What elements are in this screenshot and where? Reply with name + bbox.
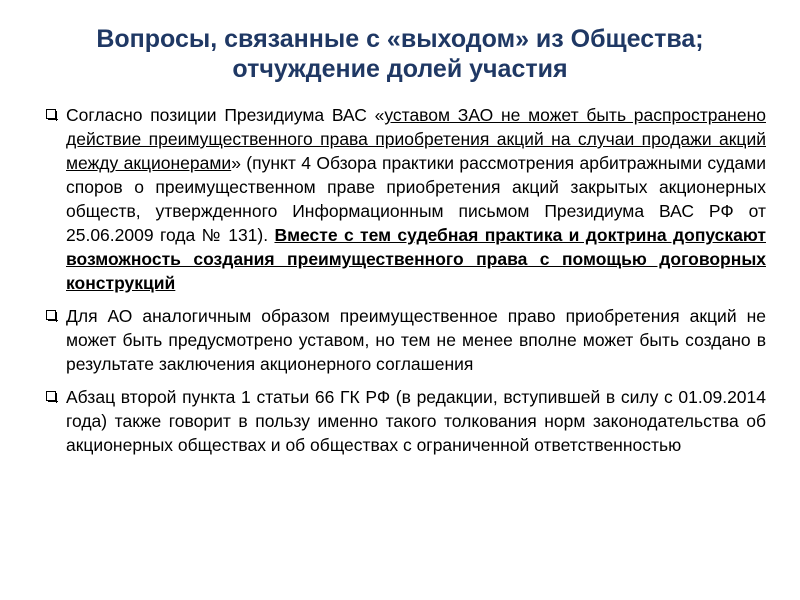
bullet-2-text: Для АО аналогичным образом преимущественное право приобретения акций не может быть предусмотрено уставом, но тем не менее вполне может быть создано в результате заключения акционерного соглашения xyxy=(66,306,766,374)
bullet-item-1 xyxy=(44,103,766,295)
bullet-1-quote: уставом ЗАО не может быть распространено действие преимущественного права приобретения акций на случаи продажи акций между акционерами xyxy=(66,105,766,173)
bullet-3-text: Абзац второй пункта 1 статьи 66 ГК РФ (в редакции, вступившей в силу с 01.09.2014 года) также говорит в пользу именно такого толкования норм законодательства об акционерных обществах и об обществах с ограниченной ответственностью xyxy=(66,387,766,455)
bullet-item-3 xyxy=(44,385,766,457)
slide-title-line-2: отчуждение долей участия xyxy=(232,55,568,83)
bullet-1-reference: » (пункт 4 Обзора практики рассмотрения арбитражными судами споров о преимущественном праве приобретения акций закрытых акционерных обществ, утвержденного Информационным письмом Президиума ВАС РФ от 25.06.2009 года № 131). xyxy=(66,153,767,245)
bullet-1-emphasis: Вместе с тем судебная практика и доктрина допускают возможность создания преимущественного права с помощью договорных конструкций xyxy=(66,225,766,293)
bullet-list xyxy=(44,103,766,466)
bullet-item-2 xyxy=(44,304,766,376)
slide-title xyxy=(40,24,760,84)
square-bullet-icon xyxy=(46,310,56,320)
slide-title-line-1: Вопросы, связанные с «выходом» из Общества; xyxy=(96,25,704,53)
bullet-1-intro: Согласно позиции Президиума ВАС « xyxy=(66,105,385,125)
square-bullet-icon xyxy=(46,109,56,119)
square-bullet-icon xyxy=(46,391,56,401)
